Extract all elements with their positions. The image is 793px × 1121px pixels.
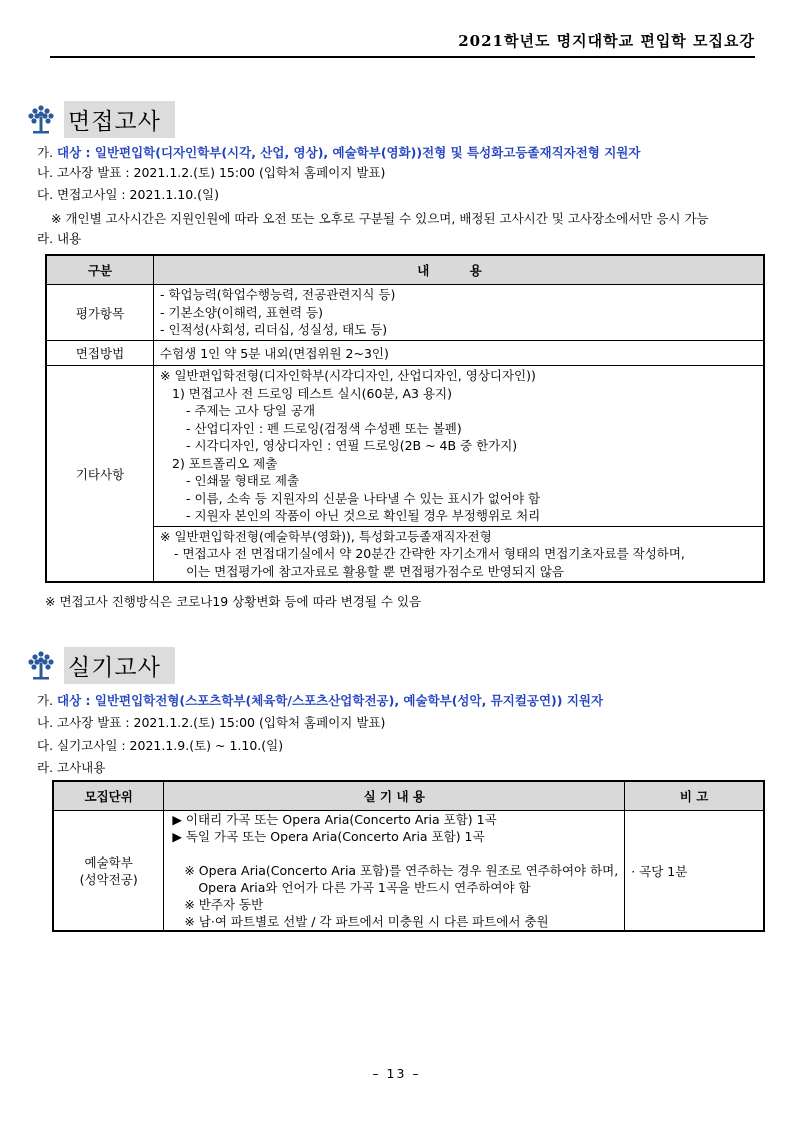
list-item: - 이름, 소속 등 지원자의 신분을 나타낼 수 있는 표시가 없어야 함 <box>186 490 541 506</box>
list-item: - 주제는 고사 당일 공개 <box>186 403 316 418</box>
table-header-row <box>46 255 764 285</box>
practical-section-title: 실기고사 <box>64 647 175 684</box>
table-header-cell: 실 기 내 용 <box>164 781 625 811</box>
page-header <box>50 28 755 58</box>
interview-footnote: ※ 면접고사 진행방식은 코로나19 상황변화 등에 따라 변경될 수 있음 <box>45 594 422 609</box>
table-header-cell: 비 고 <box>625 781 764 811</box>
list-item: ▶ 독일 가곡 또는 Opera Aria(Concerto Aria 포함) 1곡 <box>172 829 485 844</box>
row-value <box>154 285 765 341</box>
practical-date-line: 다. 실기고사일 : 2021.1.9.(토) ~ 1.10.(일) <box>37 738 284 753</box>
table-header-cell: 내 용 <box>154 255 765 285</box>
list-item: - 시각디자인, 영상디자인 : 연필 드로잉(2B ~ 4B 중 한가지) <box>186 438 518 453</box>
list-item: 2) 포트폴리오 제출 <box>172 455 278 471</box>
list-item: ※ 일반편입학전형(디자인학부(시각디자인, 산업디자인, 영상디자인)) <box>160 368 536 383</box>
list-item: ※ 반주자 동반 <box>184 897 264 912</box>
list-item: - 기본소양(이해력, 표현력 등) <box>160 304 323 320</box>
table-row <box>46 341 764 366</box>
practical-target-line <box>37 691 603 711</box>
unit-cell <box>53 811 164 932</box>
list-item: - 산업디자인 : 펜 드로잉(검정색 수성펜 또는 볼펜) <box>186 420 462 436</box>
tree-icon <box>24 648 58 682</box>
interview-section-title: 면접고사 <box>64 101 175 138</box>
practical-section-heading <box>24 648 175 682</box>
interview-table <box>45 254 765 583</box>
tree-icon <box>24 102 58 136</box>
row-key: 평가항목 <box>46 285 154 341</box>
document-title: 2021학년도 명지대학교 편입학 모집요강 <box>458 32 755 50</box>
practical-content-line: 라. 고사내용 <box>37 760 106 775</box>
page-number: – 13 – <box>372 1066 421 1081</box>
list-item: Opera Aria와 언어가 다른 가곡 1곡을 반드시 연주하여야 함 <box>198 880 531 895</box>
row-key: 기타사항 <box>46 366 154 583</box>
table-row <box>46 366 764 527</box>
interview-content-line: 라. 내용 <box>37 231 82 246</box>
interview-target: 대상 : 일반편입학(디자인학부(시각, 산업, 영상), 예술학부(영화))전형 및 특성화고등졸재직자전형 지원자 <box>57 145 641 160</box>
table-header-row <box>53 781 764 811</box>
practical-table <box>52 780 765 932</box>
list-item: - 인쇄물 형태로 제출 <box>186 473 300 488</box>
content-cell <box>164 811 625 932</box>
practical-announce-line: 나. 고사장 발표 : 2021.1.2.(토) 15:00 (입학처 홈페이지 발표) <box>37 715 386 730</box>
row-key: 면접방법 <box>46 341 154 366</box>
interview-section-heading <box>24 102 175 136</box>
row-value <box>154 366 765 527</box>
list-item: - 학업능력(학업수행능력, 전공관련지식 등) <box>160 287 396 303</box>
row-value: 수험생 1인 약 5분 내외(면접위원 2~3인) <box>154 341 765 366</box>
unit-name: 예술학부 <box>84 854 133 870</box>
table-row <box>53 811 764 932</box>
table-row <box>46 285 764 341</box>
table-header-cell: 모집단위 <box>53 781 164 811</box>
practical-target: 대상 : 일반편입학전형(스포츠학부(체육학/스포츠산업학전공), 예술학부(성악, 뮤지컬공연)) 지원자 <box>57 693 604 708</box>
table-row <box>46 526 764 582</box>
interview-target-line <box>37 143 640 163</box>
list-item: ▶ 이태리 가곡 또는 Opera Aria(Concerto Aria 포함) 1곡 <box>172 812 497 827</box>
list-item: ※ Opera Aria(Concerto Aria 포함)를 연주하는 경우 원조로 연주하여야 하며, <box>184 863 619 878</box>
item-prefix: 가. <box>37 145 58 160</box>
row-value <box>154 526 765 582</box>
remark-cell: · 곡당 1분 <box>625 811 764 932</box>
list-item: - 지원자 본인의 작품이 아닌 것으로 확인될 경우 부정행위로 처리 <box>186 508 541 523</box>
interview-date-line: 다. 면접고사일 : 2021.1.10.(일) <box>37 187 219 202</box>
list-item: 이는 면접평가에 참고자료로 활용할 뿐 면접평가점수로 반영되지 않음 <box>186 563 564 579</box>
list-item: 1) 면접고사 전 드로잉 테스트 실시(60분, A3 용지) <box>172 385 452 401</box>
list-item: - 인적성(사회성, 리더십, 성실성, 태도 등) <box>160 322 388 338</box>
interview-announce-line: 나. 고사장 발표 : 2021.1.2.(토) 15:00 (입학처 홈페이지 발표) <box>37 165 386 180</box>
list-item: - 면접고사 전 면접대기실에서 약 20분간 간략한 자기소개서 형태의 면접기초자료를 작성하며, <box>174 546 685 561</box>
interview-time-note: ※ 개인별 고사시간은 지원인원에 따라 오전 또는 오후로 구분될 수 있으며, 배정된 고사시간 및 고사장소에서만 응시 가능 <box>51 211 709 226</box>
list-item: ※ 남·여 파트별로 선발 / 각 파트에서 미충원 시 다른 파트에서 충원 <box>184 914 549 929</box>
item-prefix: 가. <box>37 693 58 708</box>
unit-major: (성악전공) <box>79 871 138 887</box>
list-item: ※ 일반편입학전형(예술학부(영화)), 특성화고등졸재직자전형 <box>160 528 492 544</box>
table-header-cell: 구분 <box>46 255 154 285</box>
